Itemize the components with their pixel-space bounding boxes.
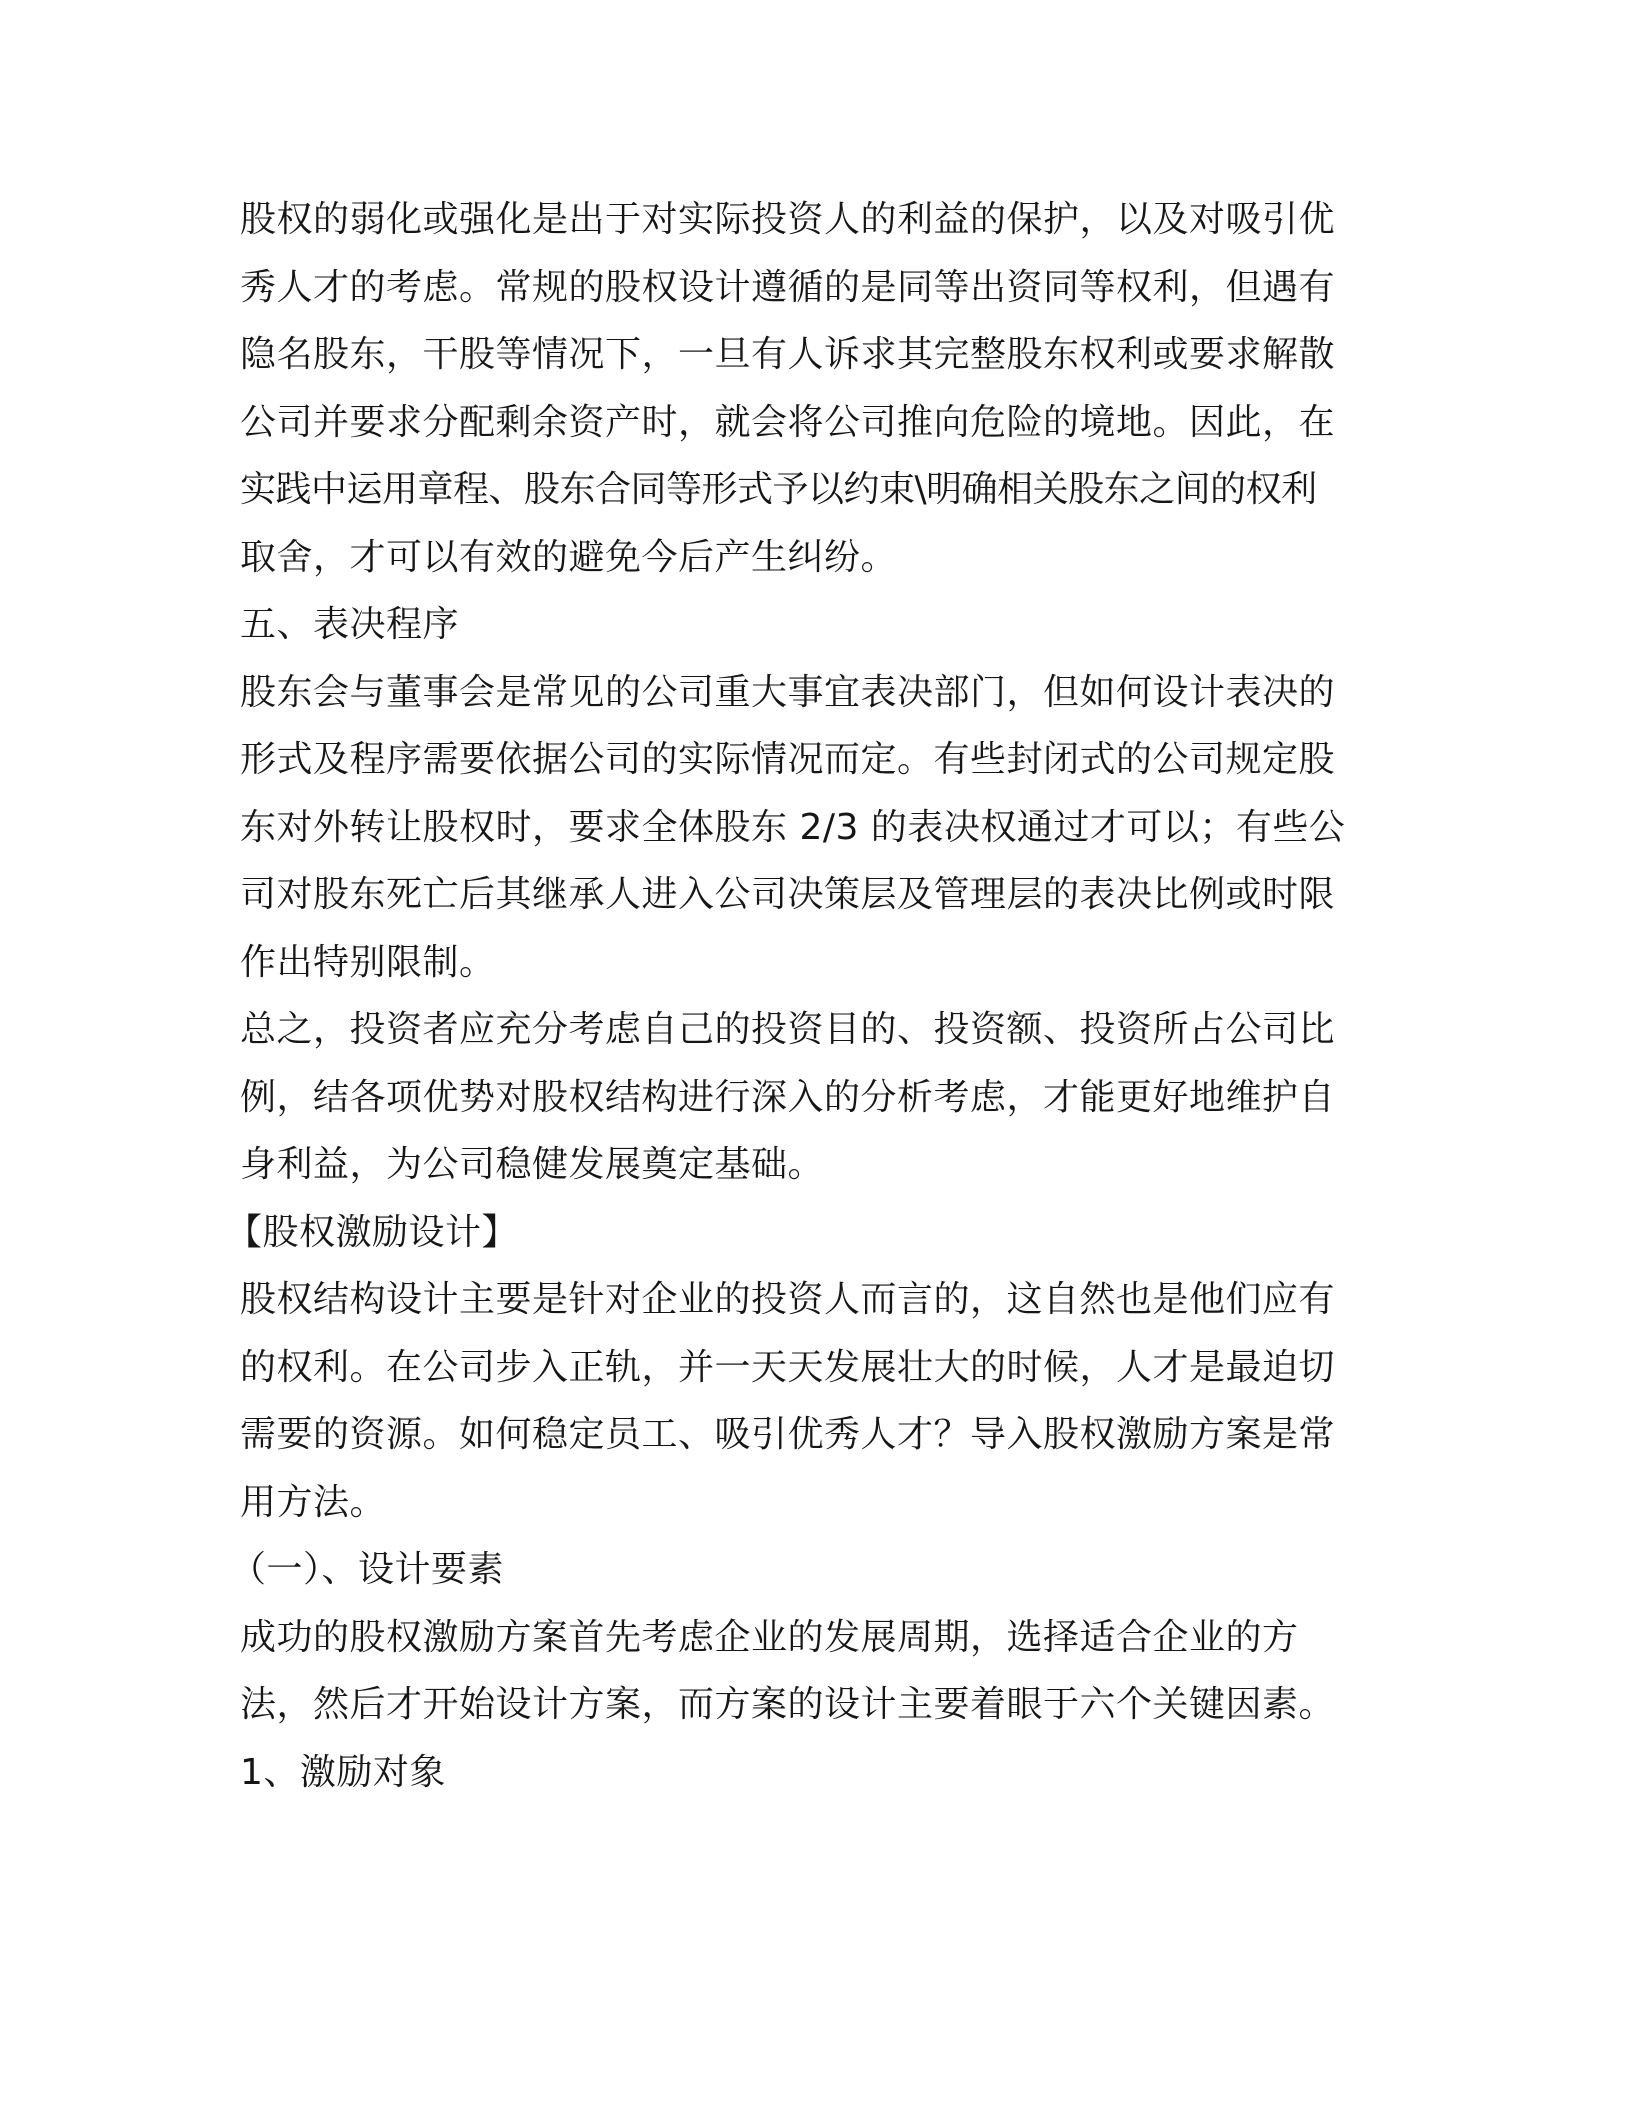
paragraph-line: 作出特别限制。: [240, 941, 496, 983]
paragraph-line: 需要的资源。如何稳定员工、吸引优秀人才？导入股权激励方案是常: [240, 1414, 1336, 1455]
paragraph-line: 股东会与董事会是常见的公司重大事宜表决部门，但如何设计表决的: [240, 671, 1336, 713]
paragraph-line: 的权利。在公司步入正轨，并一天天发展壮大的时候，人才是最迫切: [240, 1346, 1336, 1388]
paragraph-line: 身利益，为公司稳健发展奠定基础。: [240, 1144, 825, 1185]
paragraph-line: 形式及程序需要依据公司的实际情况而定。有些封闭式的公司规定股: [240, 739, 1336, 780]
paragraph-line: 股权的弱化或强化是出于对实际投资人的利益的保护，以及对吸引优: [240, 199, 1336, 240]
paragraph-line: 秀人才的考虑。常规的股权设计遵循的是同等出资同等权利，但遇有: [240, 266, 1336, 308]
paragraph-line: 公司并要求分配剩余资产时，就会将公司推向危险的境地。因此，在: [240, 401, 1336, 443]
section-heading-equity-incentive-design: 【股权激励设计】: [226, 1211, 519, 1253]
paragraph-line: 用方法。: [240, 1481, 387, 1523]
paragraph-line: 总之，投资者应充分考虑自己的投资目的、投资额、投资所占公司比: [240, 1009, 1336, 1050]
paragraph-line: 司对股东死亡后其继承人进入公司决策层及管理层的表决比例或时限: [240, 874, 1336, 915]
paragraph-line: 隐名股东，干股等情况下，一旦有人诉求其完整股东权利或要求解散: [240, 334, 1336, 375]
paragraph-line: 成功的股权激励方案首先考虑企业的发展周期，选择适合企业的方: [240, 1616, 1299, 1658]
section-heading-voting-procedure: 五、表决程序: [240, 604, 460, 645]
body-text: [226, 186, 1390, 1806]
subsection-heading-design-elements: （一）、设计要素: [230, 1549, 505, 1590]
paragraph-line: 取舍，才可以有效的避免今后产生纠纷。: [240, 536, 898, 578]
paragraph-line: 实践中运用章程、股东合同等形式予以约束\明确相关股东之间的权利: [240, 469, 1317, 510]
paragraph-line: 法，然后才开始设计方案，而方案的设计主要着眼于六个关键因素。: [240, 1684, 1336, 1725]
paragraph-line: 例，结各项优势对股权结构进行深入的分析考虑，才能更好地维护自: [240, 1076, 1336, 1118]
paragraph-line: 股权结构设计主要是针对企业的投资人而言的，这自然也是他们应有: [240, 1279, 1336, 1320]
list-heading-incentive-targets: 1、激励对象: [240, 1751, 446, 1793]
paragraph-line: 东对外转让股权时，要求全体股东 2/3 的表决权通过才可以；有些公: [240, 806, 1346, 848]
